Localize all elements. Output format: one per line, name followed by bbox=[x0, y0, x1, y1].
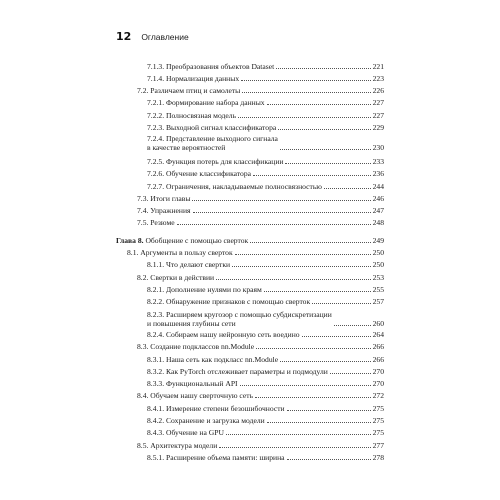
toc-entry bbox=[127, 248, 384, 257]
toc-entry-text: 8.4.2. Сохранение и загрузка модели bbox=[147, 416, 265, 425]
toc-entry bbox=[147, 330, 384, 339]
toc-entry bbox=[137, 273, 384, 282]
dot-leader bbox=[267, 422, 371, 423]
toc-entry bbox=[137, 441, 384, 450]
toc-entry-text: 7.2. Различаем птиц и самолеты bbox=[137, 86, 241, 95]
toc-entry-text: 8.2.3. Расширяем кругозор с помощью субдискретизации bbox=[147, 310, 332, 319]
toc-entry-title bbox=[127, 248, 234, 257]
dot-leader bbox=[330, 373, 371, 374]
toc-entry-title bbox=[147, 62, 275, 71]
toc-entry-title bbox=[147, 260, 231, 269]
dot-leader bbox=[287, 410, 371, 411]
toc-entry-text: 8.3.1. Наша сеть как подкласс nn.Module bbox=[147, 355, 279, 364]
dot-leader bbox=[280, 149, 371, 150]
toc-entry bbox=[147, 367, 384, 376]
toc-page-number: 223 bbox=[372, 74, 384, 83]
toc-page-number: 246 bbox=[372, 194, 384, 203]
toc-page-number: 277 bbox=[372, 441, 384, 450]
toc-entry-text: 8.5. Архитектура модели bbox=[137, 441, 218, 450]
toc-entry bbox=[147, 123, 384, 132]
toc-entry-title bbox=[137, 218, 176, 227]
toc-entry-title bbox=[147, 98, 266, 107]
toc-entry-text: 7.2.5. Функция потерь для классификации bbox=[147, 157, 284, 166]
toc-entry-text-continued: в качестве вероятностей bbox=[147, 143, 226, 152]
toc-entry bbox=[137, 194, 384, 203]
toc-entry-title bbox=[137, 273, 215, 282]
toc-entry-title bbox=[147, 169, 252, 178]
toc-entry-title bbox=[147, 123, 277, 132]
toc-page-number: 226 bbox=[372, 86, 384, 95]
toc-entry-text: 8.2.1. Дополнение нулями по краям bbox=[147, 285, 262, 294]
toc-page-number: 249 bbox=[372, 236, 384, 245]
toc-entry-title bbox=[137, 441, 218, 450]
toc-entry-title bbox=[147, 182, 323, 191]
toc-page-number: 227 bbox=[372, 98, 384, 107]
toc-entry bbox=[147, 74, 384, 83]
dot-leader bbox=[302, 336, 371, 337]
toc-entry-title bbox=[147, 310, 333, 328]
toc-entry-text: 8.1. Аргументы в пользу сверток bbox=[127, 248, 233, 257]
page-number: 12 bbox=[116, 30, 132, 43]
toc-page-number: 236 bbox=[372, 169, 384, 178]
toc-page-number: 221 bbox=[372, 62, 384, 71]
toc-entry-text: 8.3. Создание подклассов nn.Module bbox=[137, 342, 255, 351]
toc-entry-title bbox=[147, 330, 301, 339]
toc-page-number: 244 bbox=[372, 182, 384, 191]
toc-entry-text: 8.4.1. Измерение степени безошибочности bbox=[147, 404, 285, 413]
toc-page-number: 250 bbox=[372, 260, 384, 269]
dot-leader bbox=[240, 385, 371, 386]
toc-entry bbox=[147, 297, 384, 306]
dot-leader bbox=[177, 224, 371, 225]
dot-leader bbox=[334, 325, 371, 326]
toc-entry bbox=[147, 260, 384, 269]
toc-entry-title bbox=[137, 391, 254, 400]
toc-page-number: 250 bbox=[372, 248, 384, 257]
toc-page-number: 229 bbox=[372, 123, 384, 132]
toc-entry-title bbox=[137, 206, 192, 215]
toc-entry-title bbox=[147, 111, 237, 120]
toc-entry-text: 7.2.7. Ограничения, накладываемые полносвязностью bbox=[147, 182, 322, 191]
dot-leader bbox=[216, 279, 370, 280]
toc-entry-title bbox=[147, 404, 286, 413]
toc-page-number: 275 bbox=[372, 416, 384, 425]
toc-page-number: 264 bbox=[372, 330, 384, 339]
toc-page-number: 230 bbox=[372, 143, 384, 152]
dot-leader bbox=[287, 459, 371, 460]
toc-page-number: 248 bbox=[372, 218, 384, 227]
dot-leader bbox=[264, 291, 371, 292]
toc-entry-text: 7.2.6. Обучение классификатора bbox=[147, 169, 251, 178]
toc-entry bbox=[147, 453, 384, 462]
toc-entry bbox=[137, 342, 384, 351]
dot-leader bbox=[250, 242, 370, 243]
toc-entry bbox=[147, 355, 384, 364]
toc-page-number: 247 bbox=[372, 206, 384, 215]
dot-leader bbox=[232, 266, 371, 267]
toc-page-number: 255 bbox=[372, 285, 384, 294]
toc-entry-text: 7.2.3. Выходной сигнал классификатора bbox=[147, 123, 277, 132]
toc-page-number: 272 bbox=[372, 391, 384, 400]
toc-page-number: 266 bbox=[372, 342, 384, 351]
toc-entry-text: 7.1.3. Преобразования объектов Dataset bbox=[147, 62, 275, 71]
toc-entry bbox=[147, 404, 384, 413]
toc-entry bbox=[147, 428, 384, 437]
toc-page-number: 278 bbox=[372, 453, 384, 462]
toc-chapter-entry bbox=[116, 236, 384, 245]
toc-entry bbox=[137, 86, 384, 95]
toc-page-number: 275 bbox=[372, 428, 384, 437]
toc-page-number: 260 bbox=[372, 319, 384, 328]
toc-entry-text: 8.2.4. Собираем нашу нейронную сеть воедино bbox=[147, 330, 300, 339]
dot-leader bbox=[226, 434, 371, 435]
toc-entry-text: 8.5.1. Расширение объема памяти: ширина bbox=[147, 453, 285, 462]
toc-entry-title bbox=[137, 342, 255, 351]
toc-page-number: 257 bbox=[372, 297, 384, 306]
toc-entry-title bbox=[137, 194, 191, 203]
toc-entry bbox=[137, 218, 384, 227]
dot-leader bbox=[219, 447, 370, 448]
dot-leader bbox=[267, 104, 371, 105]
chapter-label: Глава 8. bbox=[116, 236, 144, 245]
dot-leader bbox=[255, 397, 371, 398]
dot-leader bbox=[241, 80, 370, 81]
toc-page-number: 227 bbox=[372, 111, 384, 120]
toc-page-number: 266 bbox=[372, 355, 384, 364]
toc-entry bbox=[147, 98, 384, 107]
dot-leader bbox=[276, 68, 370, 69]
toc-entry-title bbox=[147, 134, 279, 152]
toc-entry bbox=[147, 182, 384, 191]
toc-entry-text: 8.4. Обучаем нашу сверточную сеть bbox=[137, 391, 254, 400]
toc-entry-title bbox=[147, 379, 239, 388]
toc-entry-title bbox=[147, 453, 286, 462]
dot-leader bbox=[253, 175, 371, 176]
toc-page-number: 233 bbox=[372, 157, 384, 166]
toc-entry-text: 7.3. Итоги главы bbox=[137, 194, 191, 203]
dot-leader bbox=[324, 188, 371, 189]
toc-entry-text-continued: и повышения глубины сети bbox=[147, 319, 236, 328]
toc-entry-title bbox=[147, 74, 240, 83]
dot-leader bbox=[285, 163, 370, 164]
dot-leader bbox=[192, 200, 370, 201]
toc-entry-text: 7.2.4. Представление выходного сигнала bbox=[147, 134, 278, 143]
toc-entry-title bbox=[147, 297, 311, 306]
toc-entry-text: Обобщение с помощью сверток bbox=[145, 236, 249, 245]
toc-entry-text: 8.1.1. Что делают свертки bbox=[147, 260, 231, 269]
toc-page-number: 275 bbox=[372, 404, 384, 413]
dot-leader bbox=[312, 303, 370, 304]
toc-entry bbox=[147, 285, 384, 294]
dot-leader bbox=[193, 212, 371, 213]
toc-page-number: 270 bbox=[372, 367, 384, 376]
toc-entry-title bbox=[147, 428, 225, 437]
toc-entry bbox=[147, 310, 384, 328]
dot-leader bbox=[238, 117, 371, 118]
toc-entry bbox=[137, 206, 384, 215]
toc-page-number: 253 bbox=[372, 273, 384, 282]
toc-entry bbox=[137, 391, 384, 400]
section-title: Оглавление bbox=[141, 32, 189, 42]
toc-entry-text: 7.2.2. Полносвязная модель bbox=[147, 111, 237, 120]
toc-entry-title bbox=[147, 416, 266, 425]
toc-entry bbox=[147, 157, 384, 166]
toc-entry bbox=[147, 111, 384, 120]
toc-entry-title bbox=[147, 355, 279, 364]
toc-entry-title bbox=[147, 285, 263, 294]
toc-entry-title bbox=[137, 86, 241, 95]
toc-entry-text: 8.2. Свертки в действии bbox=[137, 273, 215, 282]
toc-entry bbox=[147, 62, 384, 71]
toc-entry-title bbox=[147, 157, 284, 166]
toc-entry-text: 8.4.3. Обучение на GPU bbox=[147, 428, 224, 437]
toc-entry-title bbox=[116, 236, 249, 245]
dot-leader bbox=[242, 92, 370, 93]
toc-entry bbox=[147, 416, 384, 425]
toc-entry-text: 7.2.1. Формирование набора данных bbox=[147, 98, 265, 107]
dot-leader bbox=[256, 348, 370, 349]
toc-page-number: 270 bbox=[372, 379, 384, 388]
toc-entry-text: 7.1.4. Нормализация данных bbox=[147, 74, 240, 83]
toc-entry bbox=[147, 169, 384, 178]
toc-entry-text: 7.5. Резюме bbox=[137, 218, 175, 227]
toc-entry-text: 8.2.2. Обнаружение признаков с помощью сверток bbox=[147, 297, 311, 306]
dot-leader bbox=[280, 361, 370, 362]
toc-entry bbox=[147, 134, 384, 152]
dot-leader bbox=[235, 254, 371, 255]
toc-entry bbox=[147, 379, 384, 388]
toc-entry-text: 8.3.3. Функциональный API bbox=[147, 379, 238, 388]
toc-entry-title bbox=[147, 367, 329, 376]
toc-entry-text: 8.3.2. Как PyTorch отслеживает параметры и подмодули bbox=[147, 367, 328, 376]
toc-entry-text: 7.4. Упражнения bbox=[137, 206, 191, 215]
dot-leader bbox=[278, 129, 370, 130]
